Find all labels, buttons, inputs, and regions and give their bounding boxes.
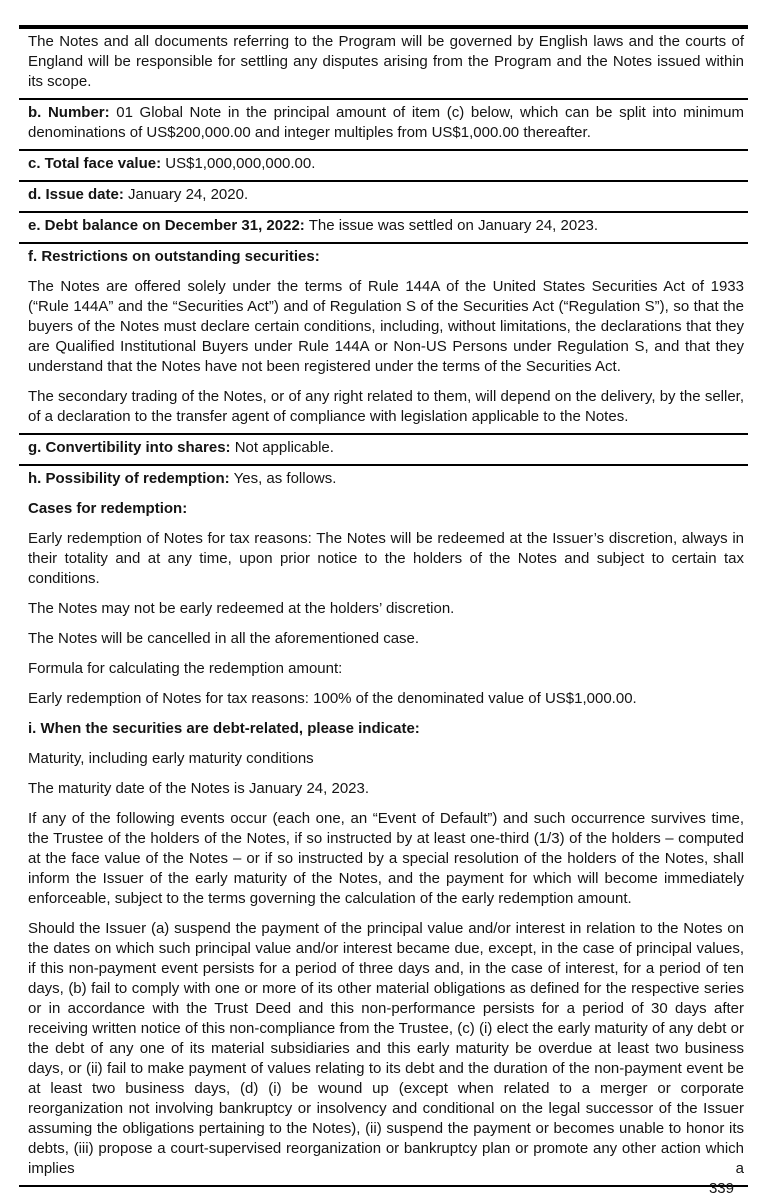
debt-balance-paragraph bbox=[28, 216, 744, 236]
page-number: 339 bbox=[708, 1180, 734, 1197]
issue-date-label: d. Issue date: bbox=[28, 186, 124, 203]
number-text: 01 Global Note in the principal amount of item (c) below, which can be split into minimum denominations of US$200,000.00 and integer multiples from US$1,000.00 thereafter. bbox=[28, 104, 744, 141]
number-paragraph bbox=[28, 103, 744, 143]
issue-date-text: January 24, 2020. bbox=[128, 186, 249, 203]
number-label: b. Number: bbox=[28, 104, 110, 121]
row-redemption bbox=[19, 464, 748, 1187]
total-face-value-text: US$1,000,000,000.00. bbox=[165, 155, 316, 172]
holders-discretion-paragraph: The Notes may not be early redeemed at the holders’ discretion. bbox=[28, 600, 455, 617]
redemption-amount-paragraph: Early redemption of Notes for tax reasons: 100% of the denominated value of US$1,000.00. bbox=[28, 690, 637, 707]
maturity-date-paragraph: The maturity date of the Notes is January 24, 2023. bbox=[28, 780, 370, 797]
event-of-default-paragraph: If any of the following events occur (each one, an “Event of Default”) and such occurrence survives time, the Trustee of the holders of the Notes, if so instructed by at least one-third (1/3) of the holders – computed at the face value of the Notes – or if so instructed by a special resolution of the holders of the Notes, shall inform the Issuer of the early maturity of the Notes, and the payment for which will become immediately enforceable, subject to the terms governing the calculation of the early redemption amount. bbox=[28, 810, 744, 907]
total-face-value-label: c. Total face value: bbox=[28, 155, 162, 172]
redemption-tax-paragraph: Early redemption of Notes for tax reasons: The Notes will be redeemed at the Issuer’s discretion, always in their totality and at any time, upon prior notice to the holders of the Notes and subject to certain tax conditions. bbox=[28, 530, 744, 587]
row-number bbox=[19, 98, 748, 149]
should-the-issuer-paragraph: Should the Issuer (a) suspend the payment of the principal value and/or interest in relation to the Notes on the dates on which such principal value and/or interest became due, except, in the case of principal values, if this non-payment event persists for a period of three days and, in the case of interest, for a period of ten days, (b) fail to comply with one or more of its other material obligations as defined for the respective series or in accordance with the Trust Deed and this non-performance persists for a period of 30 days after receiving written notice of this non-compliance from the Trustee, (c) (i) elect the early maturity of any debt or the debt of any one of its material subsidiaries and this early maturity be overdue at least two business days, or (ii) fail to make payment of values relating to its debt and the duration of the non-payment event be at least two business days, (d) (i) be wound up (except when related to a merger or corporate reorganization not involving bankruptcy or insolvency and conditional on the legal successor of the Issuer assuming the obligations pertaining to the Notes), (ii) suspend the payment or becomes unable to honor its debts, (iii) propose a court-supervised reorganization or bankruptcy plan or promote any other action which implies a bbox=[28, 920, 744, 1177]
restrictions-heading: f. Restrictions on outstanding securities: bbox=[28, 248, 320, 265]
row-debt-balance bbox=[19, 211, 748, 242]
debt-related-heading: i. When the securities are debt-related, please indicate: bbox=[28, 720, 420, 737]
cases-for-redemption-heading: Cases for redemption: bbox=[28, 500, 188, 517]
governing-law-paragraph: The Notes and all documents referring to the Program will be governed by English laws and the courts of England will be responsible for settling any disputes arising from the Program and the Notes issued within its scope. bbox=[28, 33, 744, 90]
debt-balance-label: e. Debt balance on December 31, 2022: bbox=[28, 217, 305, 234]
row-total-face-value bbox=[19, 149, 748, 180]
formula-paragraph: Formula for calculating the redemption amount: bbox=[28, 660, 343, 677]
page-footer bbox=[709, 1179, 734, 1199]
row-issue-date bbox=[19, 180, 748, 211]
row-governing-law bbox=[19, 25, 748, 98]
redemption-paragraph bbox=[28, 469, 744, 489]
convertibility-label: g. Convertibility into shares: bbox=[28, 439, 231, 456]
redemption-label: h. Possibility of redemption: bbox=[28, 470, 230, 487]
row-convertibility bbox=[19, 433, 748, 464]
document-page bbox=[19, 25, 748, 1187]
cancelled-paragraph: The Notes will be cancelled in all the aforementioned case. bbox=[28, 630, 420, 647]
restrictions-paragraph-2: The secondary trading of the Notes, or of any right related to them, will depend on the delivery, by the seller, of a declaration to the transfer agent of compliance with legislation applicable to the Notes. bbox=[28, 388, 744, 425]
debt-balance-text: The issue was settled on January 24, 2023. bbox=[308, 217, 599, 234]
issue-date-paragraph bbox=[28, 185, 744, 205]
maturity-conditions-paragraph: Maturity, including early maturity conditions bbox=[28, 750, 314, 767]
total-face-value-paragraph bbox=[28, 154, 744, 174]
convertibility-paragraph bbox=[28, 438, 744, 458]
convertibility-text: Not applicable. bbox=[234, 439, 334, 456]
row-restrictions bbox=[19, 242, 748, 433]
restrictions-paragraph-1: The Notes are offered solely under the terms of Rule 144A of the United States Securities Act of 1933 (“Rule 144A” and the “Securities Act”) and of Regulation S of the Securities Act (“Regulation S”), so that the buyers of the Notes must declare certain conditions, including, without limitations, the declarations that they are Qualified Institutional Buyers under Rule 144A or Non-US Persons under Regulation S, and that they understand that the Notes have not been registered under the terms of the Securities Act. bbox=[28, 278, 744, 375]
redemption-text: Yes, as follows. bbox=[233, 470, 337, 487]
